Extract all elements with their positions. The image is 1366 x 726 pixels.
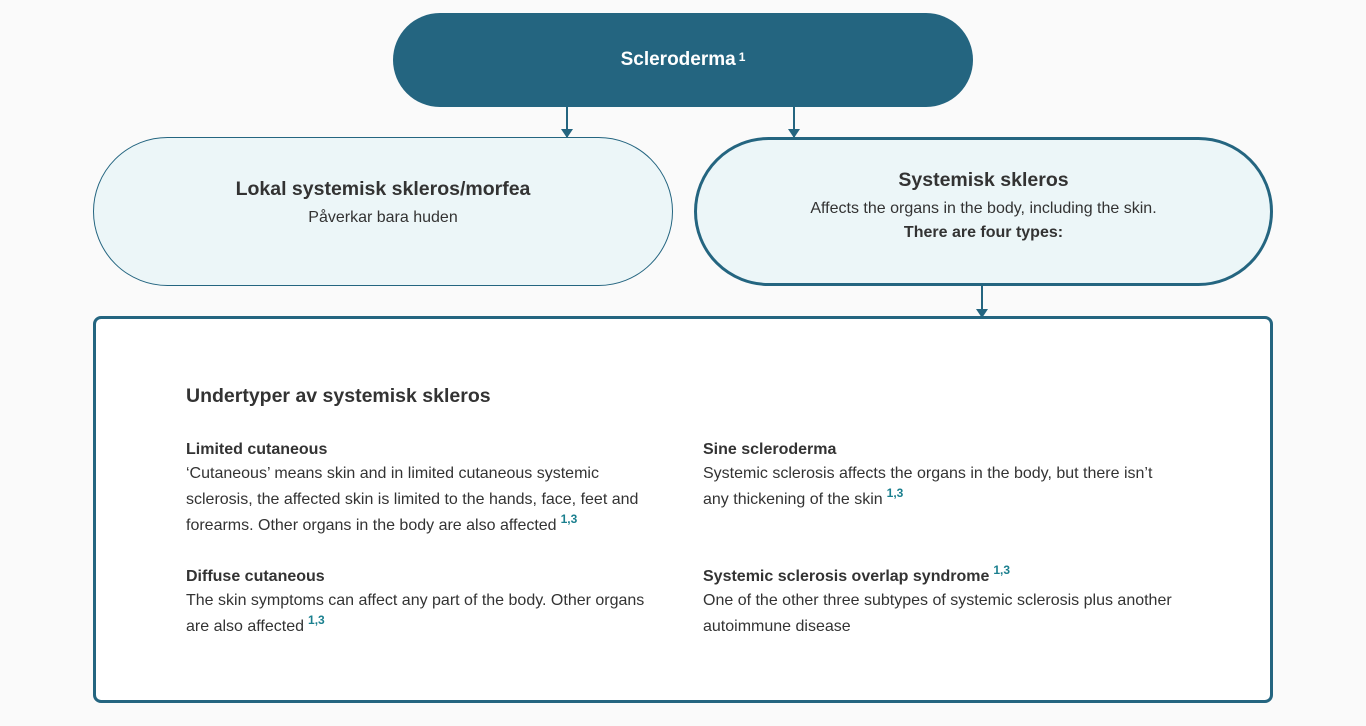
reference-marker: 1,3 — [886, 486, 904, 500]
subtype-diffuse-cutaneous — [186, 566, 661, 640]
subtype-title: Diffuse cutaneous — [186, 568, 325, 585]
subtype-description-text: ‘Cutaneous’ means skin and in limited cutaneous systemic sclerosis, the affected skin is limited to the hands, face, feet and forearms. Other organs in the body are also affected — [186, 465, 639, 534]
subtype-title-text: Systemic sclerosis overlap syndrome — [703, 568, 990, 585]
subtype-title: Limited cutaneous — [186, 441, 328, 458]
arrow-systemic-to-subtypes — [981, 286, 983, 317]
root-node-reference: 1 — [738, 50, 746, 64]
subtypes-panel — [93, 316, 1273, 703]
reference-marker: 1,3 — [993, 563, 1011, 577]
subtype-overlap-syndrome — [703, 563, 1178, 640]
subtype-description — [186, 461, 661, 539]
node-title: Lokal systemisk skleros/morfea — [235, 178, 531, 200]
root-node-scleroderma — [393, 13, 973, 107]
subtypes-heading: Undertyper av systemisk skleros — [186, 385, 491, 407]
arrow-root-to-left — [566, 107, 568, 137]
node-localized-scleroderma — [93, 137, 673, 286]
subtype-description: One of the other three subtypes of systemic sclerosis plus another autoimmune disease — [703, 592, 1172, 635]
node-subtitle: Affects the organs in the body, including the skin. — [810, 200, 1157, 217]
reference-marker: 1,3 — [308, 613, 325, 627]
subtype-title: Sine scleroderma — [703, 441, 837, 458]
node-subtitle: Påverkar bara huden — [308, 209, 458, 226]
subtype-limited-cutaneous — [186, 439, 661, 539]
arrow-root-to-right — [793, 107, 795, 137]
subtype-description-text: Systemic sclerosis affects the organs in the body, but there isn’t any thickening of the skin — [703, 465, 1153, 508]
subtype-title — [703, 563, 1178, 588]
subtype-description-text: The skin symptoms can affect any part of the body. Other organs are also affected — [186, 592, 645, 635]
node-title: Systemisk skleros — [898, 169, 1069, 191]
reference-marker: 1,3 — [560, 512, 578, 526]
subtype-sine-scleroderma — [703, 439, 1178, 513]
subtype-description — [703, 461, 1178, 513]
root-node-label: Scleroderma — [620, 49, 736, 70]
node-emphasis: There are four types: — [903, 224, 1064, 241]
subtype-description — [186, 588, 661, 640]
node-systemic-sclerosis — [694, 137, 1273, 286]
